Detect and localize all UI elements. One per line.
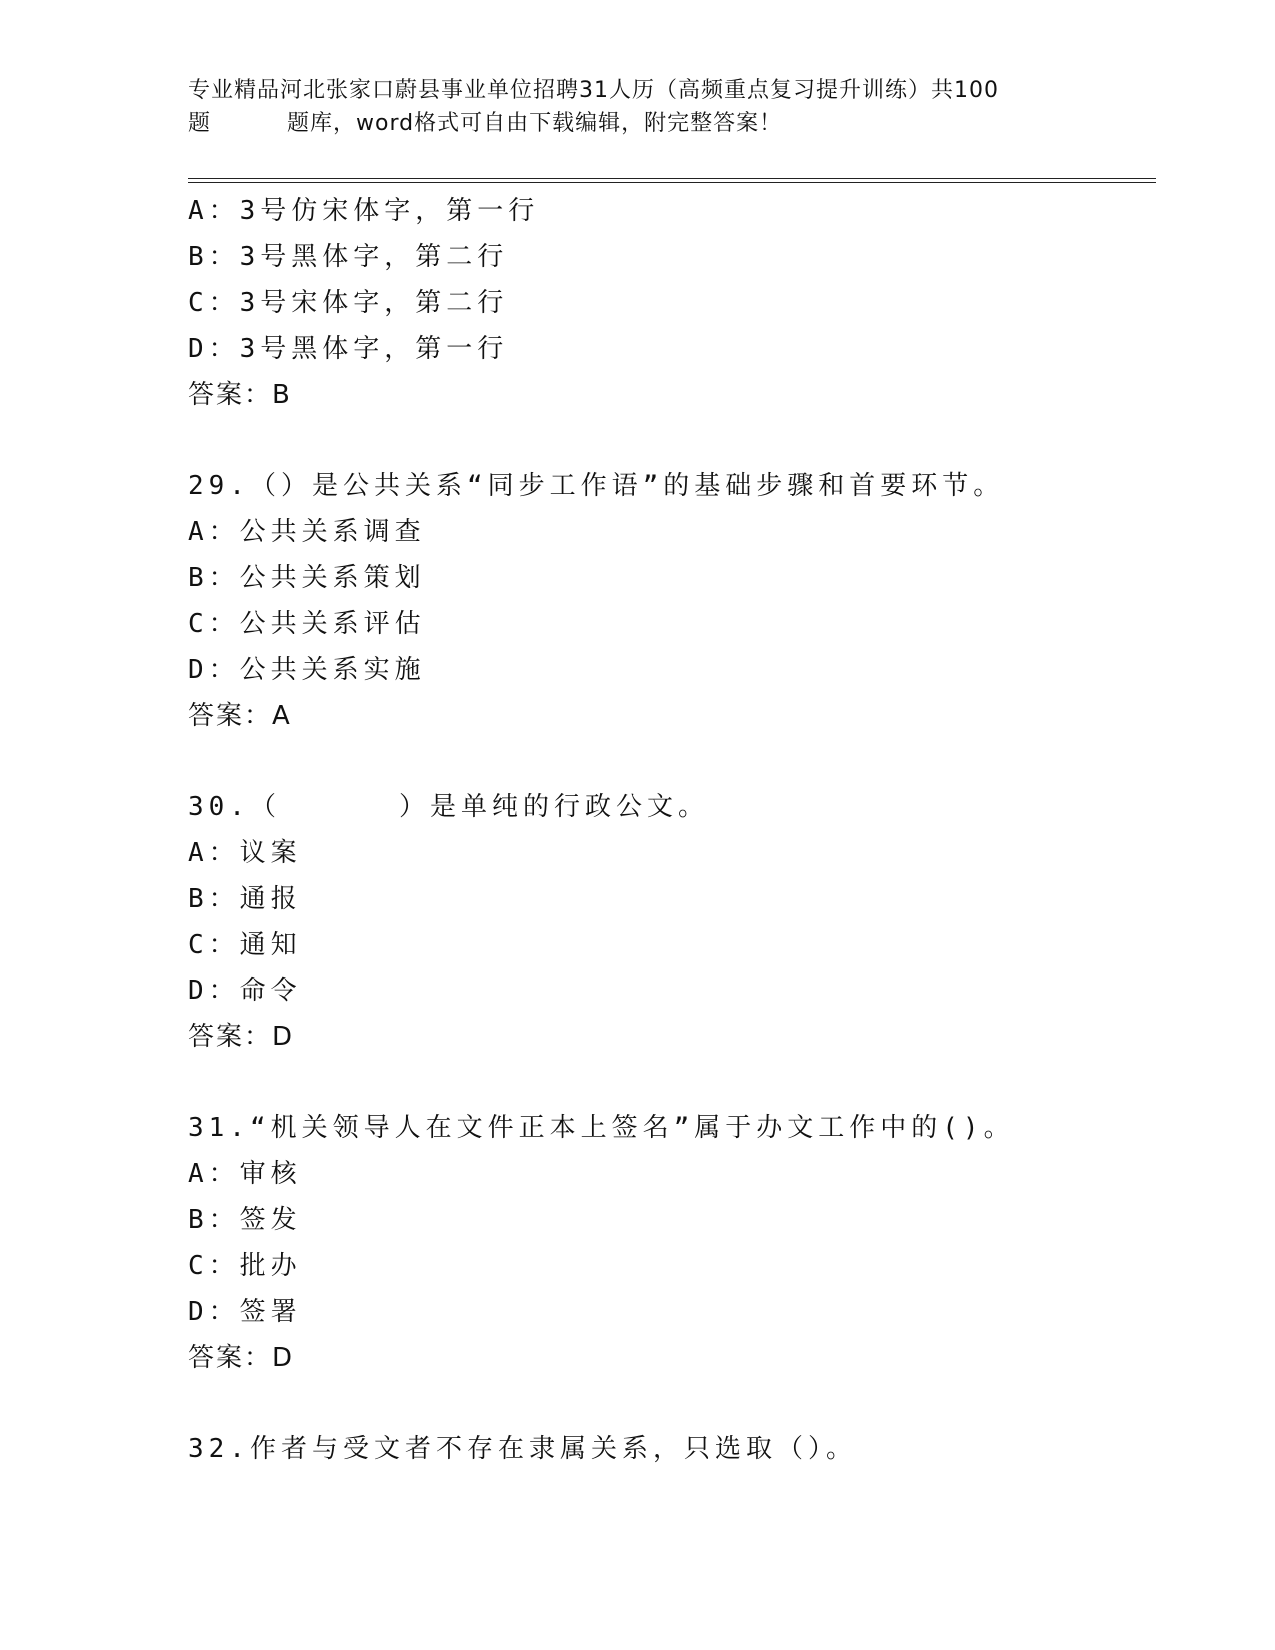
answer: 答案：D <box>188 1022 295 1052</box>
option-d: D：3号黑体字，第一行 <box>188 334 509 364</box>
option-d: D：公共关系实施 <box>188 655 426 685</box>
question-block-29 <box>188 463 1148 739</box>
question-stem: 32.作者与受文者不存在隶属关系，只选取（）。 <box>188 1434 857 1464</box>
option-c: C：批办 <box>188 1251 302 1281</box>
header-line-2-right: 题库，word格式可自由下载编辑，附完整答案！ <box>287 111 783 136</box>
document-body <box>188 188 1148 1472</box>
header-divider-bottom <box>188 182 1156 183</box>
answer: 答案：D <box>188 1343 295 1373</box>
header-line-2-left: 题 <box>188 111 212 136</box>
option-d: D：命令 <box>188 976 302 1006</box>
option-c: C：通知 <box>188 930 302 960</box>
question-block-31 <box>188 1105 1148 1381</box>
question-stem-prefix: 30.（ <box>188 792 281 822</box>
option-a: A：审核 <box>188 1159 302 1189</box>
option-a: A：3号仿宋体字，第一行 <box>188 196 540 226</box>
option-d: D：签署 <box>188 1297 302 1327</box>
question-stem: 29.（）是公共关系“同步工作语”的基础步骤和首要环节。 <box>188 471 1005 501</box>
option-b: B：签发 <box>188 1205 302 1235</box>
question-stem: 31.“机关领导人在文件正本上签名”属于办文工作中的()。 <box>188 1113 1015 1143</box>
answer: 答案：B <box>188 380 292 410</box>
question-stem-suffix: ）是单纯的行政公文。 <box>398 792 709 822</box>
question-block-32 <box>188 1426 1148 1472</box>
option-b: B：通报 <box>188 884 302 914</box>
option-a: A：公共关系调查 <box>188 517 426 547</box>
question-stem <box>188 784 1148 830</box>
question-block-30 <box>188 784 1148 1060</box>
header-line-1: 专业精品河北张家口蔚县事业单位招聘31人历（高频重点复习提升训练）共100 <box>188 78 999 103</box>
option-c: C：公共关系评估 <box>188 609 426 639</box>
header-line-2 <box>188 107 1088 140</box>
option-b: B：公共关系策划 <box>188 563 426 593</box>
option-c: C：3号宋体字，第二行 <box>188 288 509 318</box>
header-divider-top <box>188 178 1156 179</box>
answer: 答案：A <box>188 701 292 731</box>
option-b: B：3号黑体字，第二行 <box>188 242 509 272</box>
question-block-28 <box>188 188 1148 418</box>
option-a: A：议案 <box>188 838 302 868</box>
document-header <box>188 74 1088 140</box>
